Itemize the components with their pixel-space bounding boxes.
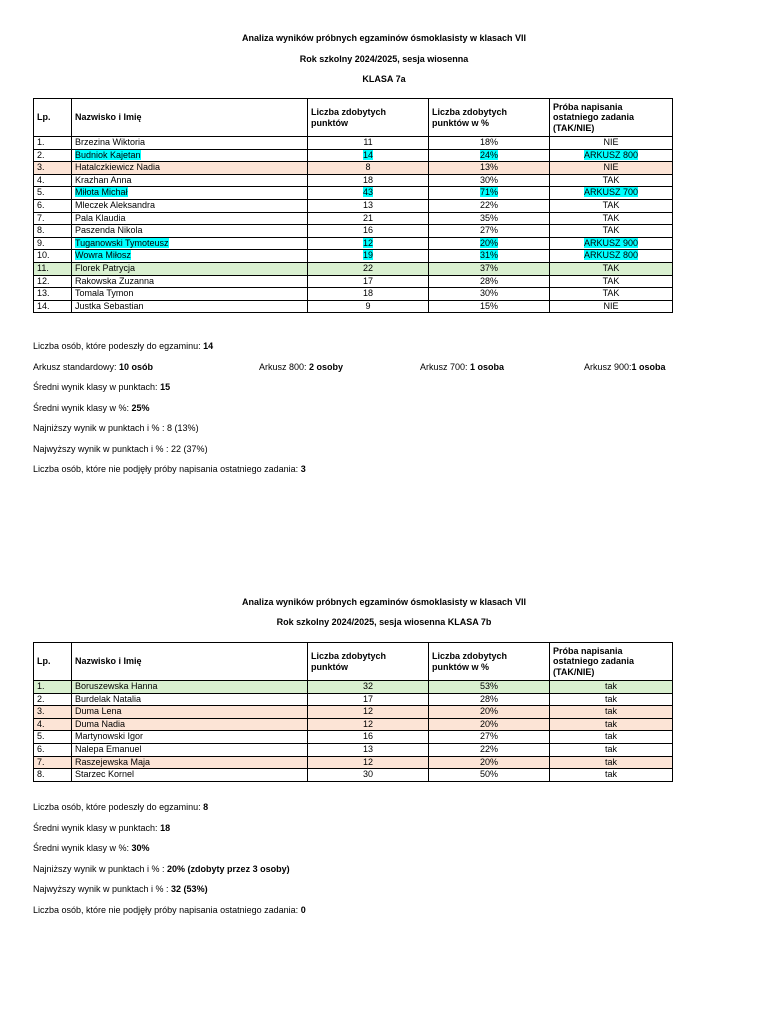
cell-percent: 15%: [429, 300, 550, 313]
cell-points: 17: [308, 693, 429, 706]
summary-7b-no-attempt: Liczba osób, które nie podjęły próby napisania ostatniego zadania: 0: [33, 905, 306, 915]
summary-7a-avg-points: Średni wynik klasy w punktach: 15: [33, 382, 171, 392]
cell-attempt: [550, 237, 673, 250]
cell-points: 9: [308, 300, 429, 313]
cell-name: Tomala Tymon: [72, 288, 308, 301]
cell-name: Krazhan Anna: [72, 174, 308, 187]
cell-lp: 4.: [34, 718, 72, 731]
cell-points: 18: [308, 288, 429, 301]
table-row: [34, 225, 673, 238]
cell-points: 18: [308, 174, 429, 187]
highlighted-percent: 31%: [479, 250, 498, 261]
cell-lp: 8.: [34, 769, 72, 782]
cell-points: 32: [308, 681, 429, 694]
cell-percent: 27%: [429, 225, 550, 238]
cell-lp: 5.: [34, 187, 72, 200]
table-row: [34, 769, 673, 782]
highlighted-points: 43: [362, 187, 373, 198]
table-row: [34, 756, 673, 769]
cell-name: Florek Patrycja: [72, 262, 308, 275]
summary-7a-no-attempt: Liczba osób, które nie podjęły próby napisania ostatniego zadania: 3: [33, 464, 306, 474]
table-row: [34, 137, 673, 150]
cell-attempt: NIE: [550, 300, 673, 313]
title-7b-line1: Analiza wyników próbnych egzaminów ósmoklasisty w klasach VII: [241, 597, 527, 607]
cell-attempt: tak: [550, 718, 673, 731]
cell-attempt: [550, 250, 673, 263]
cell-lp: 12.: [34, 275, 72, 288]
highlighted-attempt: ARKUSZ 800: [583, 250, 639, 261]
summary-7b-avg-percent: Średni wynik klasy w %: 30%: [33, 843, 150, 853]
summary-7a-count: Liczba osób, które podeszły do egzaminu: 14: [33, 341, 214, 351]
cell-lp: 6.: [34, 743, 72, 756]
cell-name: Nalepa Emanuel: [72, 743, 308, 756]
cell-attempt: TAK: [550, 225, 673, 238]
title-7a-line1: Analiza wyników próbnych egzaminów ósmoklasisty w klasach VII: [241, 33, 527, 43]
cell-lp: 2.: [34, 149, 72, 162]
cell-lp: 3.: [34, 706, 72, 719]
cell-points: 11: [308, 137, 429, 150]
cell-points: [308, 237, 429, 250]
cell-name: [72, 237, 308, 250]
cell-points: 12: [308, 756, 429, 769]
table-row: [34, 212, 673, 225]
table-row: [34, 731, 673, 744]
cell-name: Raszejewska Maja: [72, 756, 308, 769]
cell-lp: 2.: [34, 693, 72, 706]
summary-7b-avg-points: Średni wynik klasy w punktach: 18: [33, 823, 171, 833]
table-row: [34, 693, 673, 706]
summary-7b-lowest: Najniższy wynik w punktach i % : 20% (zdobyty przez 3 osoby): [33, 864, 290, 874]
cell-lp: 5.: [34, 731, 72, 744]
title-7a-line2: Rok szkolny 2024/2025, sesja wiosenna: [299, 54, 469, 64]
summary-7a-arkusz900: Arkusz 900:1 osoba: [584, 362, 666, 372]
highlighted-attempt: ARKUSZ 800: [583, 149, 639, 160]
table-row: [34, 706, 673, 719]
title-7a-class: KLASA 7a: [362, 74, 406, 84]
table-row: [34, 250, 673, 263]
results-table-7b: [33, 642, 673, 782]
highlighted-name: Miłota Michał: [75, 187, 128, 198]
cell-name: Duma Lena: [72, 706, 308, 719]
cell-points: 13: [308, 199, 429, 212]
cell-attempt: tak: [550, 769, 673, 782]
highlighted-attempt: ARKUSZ 700: [583, 187, 639, 198]
cell-percent: 28%: [429, 275, 550, 288]
cell-lp: 10.: [34, 250, 72, 263]
cell-percent: 13%: [429, 162, 550, 175]
table-row: [34, 288, 673, 301]
highlighted-points: 14: [362, 149, 373, 160]
summary-7a-lowest: Najniższy wynik w punktach i % : 8 (13%): [33, 423, 199, 433]
table-row: [34, 300, 673, 313]
cell-points: 12: [308, 706, 429, 719]
cell-percent: [429, 237, 550, 250]
cell-points: [308, 187, 429, 200]
cell-attempt: tak: [550, 731, 673, 744]
cell-attempt: tak: [550, 743, 673, 756]
cell-attempt: [550, 187, 673, 200]
cell-attempt: tak: [550, 693, 673, 706]
cell-percent: 20%: [429, 756, 550, 769]
table-row: [34, 718, 673, 731]
cell-lp: 11.: [34, 262, 72, 275]
table-header-row: [34, 99, 673, 137]
cell-name: Burdelak Natalia: [72, 693, 308, 706]
cell-attempt: NIE: [550, 162, 673, 175]
cell-points: 16: [308, 225, 429, 238]
cell-lp: 8.: [34, 225, 72, 238]
table-row: [34, 275, 673, 288]
cell-points: [308, 149, 429, 162]
header-points: Liczba zdobytych punktów: [308, 643, 429, 681]
cell-name: Rakowska Zuzanna: [72, 275, 308, 288]
cell-attempt: tak: [550, 681, 673, 694]
cell-percent: 30%: [429, 288, 550, 301]
cell-attempt: tak: [550, 706, 673, 719]
header-name: Nazwisko i Imię: [72, 643, 308, 681]
cell-attempt: TAK: [550, 212, 673, 225]
cell-percent: 30%: [429, 174, 550, 187]
cell-percent: [429, 149, 550, 162]
cell-percent: 22%: [429, 743, 550, 756]
table-row: [34, 187, 673, 200]
cell-attempt: [550, 149, 673, 162]
cell-lp: 3.: [34, 162, 72, 175]
cell-points: 22: [308, 262, 429, 275]
cell-attempt: TAK: [550, 275, 673, 288]
cell-name: [72, 250, 308, 263]
cell-attempt: TAK: [550, 199, 673, 212]
summary-7a-standard: Arkusz standardowy: 10 osób: [33, 362, 154, 372]
highlighted-percent: 24%: [479, 149, 498, 160]
cell-points: 16: [308, 731, 429, 744]
cell-percent: 20%: [429, 718, 550, 731]
cell-name: Pala Klaudia: [72, 212, 308, 225]
cell-percent: 35%: [429, 212, 550, 225]
cell-percent: 53%: [429, 681, 550, 694]
cell-lp: 7.: [34, 212, 72, 225]
cell-percent: 37%: [429, 262, 550, 275]
cell-lp: 1.: [34, 137, 72, 150]
cell-attempt: TAK: [550, 262, 673, 275]
highlighted-name: Budniok Kajetan: [75, 149, 141, 160]
table-row: [34, 743, 673, 756]
cell-name: [72, 149, 308, 162]
cell-name: [72, 187, 308, 200]
highlighted-attempt: ARKUSZ 900: [583, 237, 639, 248]
summary-7b-highest: Najwyższy wynik w punktach i % : 32 (53%): [33, 884, 208, 894]
table-row: [34, 199, 673, 212]
results-table-7a: [33, 98, 673, 313]
summary-7a-arkusz800: Arkusz 800: 2 osoby: [259, 362, 344, 372]
cell-attempt: NIE: [550, 137, 673, 150]
summary-7a-highest: Najwyższy wynik w punktach i % : 22 (37%): [33, 444, 208, 454]
header-attempt: Próba napisania ostatniego zadania (TAK/NIE): [550, 643, 673, 681]
highlighted-name: Tuganowski Tymoteusz: [75, 237, 169, 248]
cell-percent: 20%: [429, 706, 550, 719]
table-row: [34, 237, 673, 250]
cell-percent: 28%: [429, 693, 550, 706]
cell-lp: 9.: [34, 237, 72, 250]
cell-lp: 14.: [34, 300, 72, 313]
table-row: [34, 174, 673, 187]
cell-percent: [429, 187, 550, 200]
cell-name: Mleczek Aleksandra: [72, 199, 308, 212]
cell-lp: 1.: [34, 681, 72, 694]
cell-points: 30: [308, 769, 429, 782]
cell-percent: 50%: [429, 769, 550, 782]
cell-lp: 13.: [34, 288, 72, 301]
highlighted-name: Wowra Miłosz: [75, 250, 131, 261]
header-lp: Lp.: [34, 99, 72, 137]
cell-percent: [429, 250, 550, 263]
highlighted-points: 12: [362, 237, 373, 248]
cell-attempt: TAK: [550, 288, 673, 301]
cell-points: 21: [308, 212, 429, 225]
header-points: Liczba zdobytych punktów: [308, 99, 429, 137]
header-attempt: Próba napisania ostatniego zadania (TAK/NIE): [550, 99, 673, 137]
cell-name: Justka Sebastian: [72, 300, 308, 313]
cell-lp: 7.: [34, 756, 72, 769]
cell-name: Duma Nadia: [72, 718, 308, 731]
cell-lp: 6.: [34, 199, 72, 212]
cell-points: 17: [308, 275, 429, 288]
header-percent: Liczba zdobytych punktów w %: [429, 99, 550, 137]
cell-name: Boruszewska Hanna: [72, 681, 308, 694]
title-7b-line2: Rok szkolny 2024/2025, sesja wiosenna KLASA 7b: [276, 617, 492, 627]
table-row: [34, 149, 673, 162]
cell-points: [308, 250, 429, 263]
summary-7a-avg-percent: Średni wynik klasy w %: 25%: [33, 403, 150, 413]
table-header-row: [34, 643, 673, 681]
header-lp: Lp.: [34, 643, 72, 681]
cell-percent: 27%: [429, 731, 550, 744]
highlighted-percent: 71%: [479, 187, 498, 198]
cell-name: Martynowski Igor: [72, 731, 308, 744]
cell-attempt: TAK: [550, 174, 673, 187]
table-row: [34, 162, 673, 175]
cell-name: Starzec Kornel: [72, 769, 308, 782]
cell-attempt: tak: [550, 756, 673, 769]
cell-points: 12: [308, 718, 429, 731]
header-name: Nazwisko i Imię: [72, 99, 308, 137]
header-percent: Liczba zdobytych punktów w %: [429, 643, 550, 681]
highlighted-points: 19: [362, 250, 373, 261]
cell-name: Brzezina Wiktoria: [72, 137, 308, 150]
cell-percent: 22%: [429, 199, 550, 212]
summary-7b-count: Liczba osób, które podeszły do egzaminu: 8: [33, 802, 209, 812]
cell-name: Paszenda Nikola: [72, 225, 308, 238]
table-row: [34, 262, 673, 275]
summary-7a-arkusz700: Arkusz 700: 1 osoba: [420, 362, 505, 372]
cell-points: 8: [308, 162, 429, 175]
table-row: [34, 681, 673, 694]
highlighted-percent: 20%: [479, 237, 498, 248]
cell-name: Hatalczkiewicz Nadia: [72, 162, 308, 175]
cell-points: 13: [308, 743, 429, 756]
cell-percent: 18%: [429, 137, 550, 150]
cell-lp: 4.: [34, 174, 72, 187]
